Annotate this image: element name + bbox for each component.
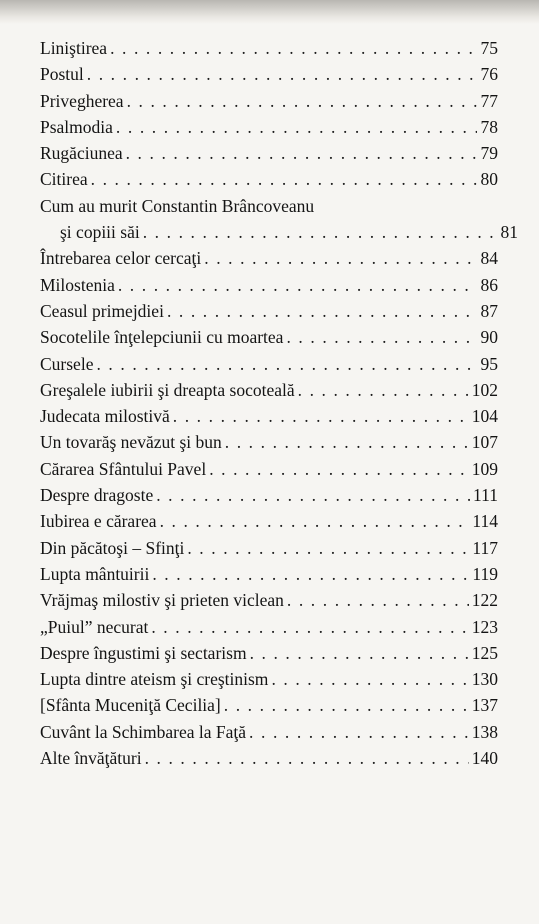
toc-entry-title: Cărarea Sfântului Pavel <box>40 458 207 479</box>
toc-entry <box>40 377 498 403</box>
dot-leader <box>160 508 470 534</box>
dot-leader <box>167 298 477 324</box>
toc-entry-page-number: 80 <box>480 169 498 190</box>
toc-entry <box>40 272 498 298</box>
toc-entry-row <box>40 403 498 429</box>
toc-entry-title-line: Cum au murit Constantin Brâncoveanu <box>40 195 315 216</box>
toc-entry-row <box>40 587 498 613</box>
toc-entry-title: Cuvânt la Schimbarea la Faţă <box>40 721 247 742</box>
toc-entry <box>40 535 498 561</box>
toc-entry <box>40 456 498 482</box>
toc-entry-row <box>40 298 498 324</box>
dot-leader <box>143 219 497 245</box>
toc-entry-row <box>40 219 518 245</box>
dot-leader <box>151 614 468 640</box>
dot-leader <box>249 719 469 745</box>
toc-entry-title: „Puiul” necurat <box>40 616 149 637</box>
toc-entry <box>40 666 498 692</box>
toc-entry <box>40 614 498 640</box>
toc-entry-title: Întrebarea celor cercaţi <box>40 248 202 269</box>
toc-entry-page-number: 76 <box>480 64 498 85</box>
dot-leader <box>110 35 477 61</box>
toc-entry-page-number: 122 <box>471 590 498 611</box>
toc-entry <box>40 561 498 587</box>
toc-entry-title: Liniştirea <box>40 38 108 58</box>
toc-entry-row <box>40 561 498 587</box>
toc-entry-page-number: 137 <box>471 695 498 716</box>
toc-entry-title: Ceasul primejdiei <box>40 300 164 321</box>
toc-entry-title: Socotelile înţelepciunii cu moartea <box>40 327 284 348</box>
toc-entry-page-number: 75 <box>480 38 498 58</box>
toc-entry-row <box>40 377 498 403</box>
dot-leader <box>173 403 469 429</box>
toc-entry-row <box>40 140 498 166</box>
toc-entry-page-number: 87 <box>480 300 498 321</box>
toc-entry-row <box>40 666 498 692</box>
toc-entry <box>40 640 498 666</box>
toc-entry <box>40 298 498 324</box>
toc-entry-page-number: 138 <box>471 721 498 742</box>
toc-entry-row <box>40 166 498 192</box>
toc-entry <box>40 140 498 166</box>
toc-entry-title: Cursele <box>40 353 94 374</box>
dot-leader <box>187 535 469 561</box>
toc-entry-page-number: 111 <box>473 485 498 506</box>
toc-entry-row <box>40 640 498 666</box>
toc-entry-row <box>40 272 498 298</box>
toc-entry <box>40 719 498 745</box>
toc-entry-row <box>40 61 498 87</box>
toc-entry-page-number: 140 <box>471 748 498 769</box>
toc-entry-title: Despre dragoste <box>40 485 154 506</box>
table-of-contents <box>40 35 518 771</box>
toc-entry <box>40 508 498 534</box>
dot-leader <box>96 351 477 377</box>
toc-entry-row <box>40 508 498 534</box>
toc-entry-title: Lupta dintre ateism şi creştinism <box>40 669 269 690</box>
toc-entry-page-number: 95 <box>480 353 498 374</box>
toc-entry-page-number: 123 <box>471 616 498 637</box>
dot-leader <box>271 666 468 692</box>
toc-entry-title: Citirea <box>40 169 88 190</box>
toc-entry-page-number: 109 <box>471 458 498 479</box>
toc-entry-page-number: 125 <box>471 642 498 663</box>
toc-entry-title: Vrăjmaş milostiv şi prieten viclean <box>40 590 284 611</box>
toc-entry-row <box>40 719 498 745</box>
toc-entry-row <box>40 745 498 771</box>
dot-leader <box>87 61 477 87</box>
toc-entry-page-number: 130 <box>471 669 498 690</box>
toc-entry-page-number: 117 <box>472 537 498 558</box>
toc-entry-page-number: 90 <box>480 327 498 348</box>
toc-entry-row <box>40 482 498 508</box>
toc-entry-title: Psalmodia <box>40 116 113 137</box>
toc-entry-row <box>40 35 498 61</box>
toc-entry-title: Lupta mântuirii <box>40 563 150 584</box>
toc-entry <box>40 114 498 140</box>
toc-entry-title: Din păcătoşi – Sfinţi <box>40 537 185 558</box>
toc-entry <box>40 245 498 271</box>
toc-entry <box>40 403 498 429</box>
dot-leader <box>145 745 469 771</box>
toc-entry <box>40 88 498 114</box>
toc-entry-title: şi copiii săi <box>60 222 140 243</box>
toc-entry-page-number: 81 <box>500 222 518 243</box>
toc-entry-row <box>40 535 498 561</box>
dot-leader <box>250 640 469 666</box>
toc-entry-page-number: 79 <box>480 143 498 164</box>
toc-entry-row <box>40 245 498 271</box>
toc-entry-title: Postul <box>40 64 84 85</box>
toc-entry-title: Judecata milostivă <box>40 406 170 427</box>
toc-entry <box>40 61 498 87</box>
toc-entry-title: Milostenia <box>40 274 115 295</box>
dot-leader <box>116 114 477 140</box>
dot-leader <box>152 561 469 587</box>
toc-entry-row <box>40 429 498 455</box>
toc-entry-title: Alte învăţături <box>40 748 142 769</box>
toc-entry-row <box>40 456 498 482</box>
dot-leader <box>118 272 477 298</box>
dot-leader <box>225 429 469 455</box>
dot-leader <box>126 140 477 166</box>
dot-leader <box>156 482 470 508</box>
toc-entry-title: Greşalele iubirii şi dreapta socoteală <box>40 379 295 400</box>
toc-entry-row <box>40 114 498 140</box>
toc-entry-row <box>40 88 498 114</box>
toc-entry-page-number: 114 <box>472 511 498 532</box>
dot-leader <box>127 88 477 114</box>
toc-entry-page-number: 84 <box>480 248 498 269</box>
toc-entry-page-number: 104 <box>471 406 498 427</box>
toc-entry <box>40 35 498 61</box>
toc-entry-page-number: 77 <box>480 90 498 111</box>
toc-entry <box>40 166 498 192</box>
dot-leader <box>91 166 477 192</box>
toc-entry-page-number: 107 <box>471 432 498 453</box>
toc-entry <box>40 193 518 246</box>
dot-leader <box>298 377 469 403</box>
dot-leader <box>204 245 477 271</box>
toc-entry-title: [Sfânta Muceniţă Cecilia] <box>40 695 221 716</box>
toc-entry <box>40 324 498 350</box>
toc-entry <box>40 429 498 455</box>
toc-entry-page-number: 86 <box>480 274 498 295</box>
dot-leader <box>287 587 469 613</box>
toc-entry-title: Privegherea <box>40 90 124 111</box>
toc-entry <box>40 692 498 718</box>
toc-entry-page-number: 102 <box>471 379 498 400</box>
dot-leader <box>224 692 469 718</box>
toc-entry <box>40 351 498 377</box>
toc-entry-row <box>40 614 498 640</box>
toc-entry-row <box>40 351 498 377</box>
toc-entry-title: Un tovarăş nevăzut şi bun <box>40 432 222 453</box>
toc-entry-page-number: 119 <box>472 563 498 584</box>
toc-entry-title: Despre îngustimi şi sectarism <box>40 642 247 663</box>
dot-leader <box>209 456 469 482</box>
dot-leader <box>286 324 477 350</box>
toc-entry-page-number: 78 <box>480 116 498 137</box>
toc-entry-row <box>40 324 498 350</box>
toc-entry <box>40 587 498 613</box>
toc-entry <box>40 745 498 771</box>
page-top-edge <box>0 0 539 24</box>
toc-entry-row <box>40 692 498 718</box>
toc-entry <box>40 482 498 508</box>
toc-entry-title: Iubirea e cărarea <box>40 511 157 532</box>
toc-entry-title: Rugăciunea <box>40 143 123 164</box>
